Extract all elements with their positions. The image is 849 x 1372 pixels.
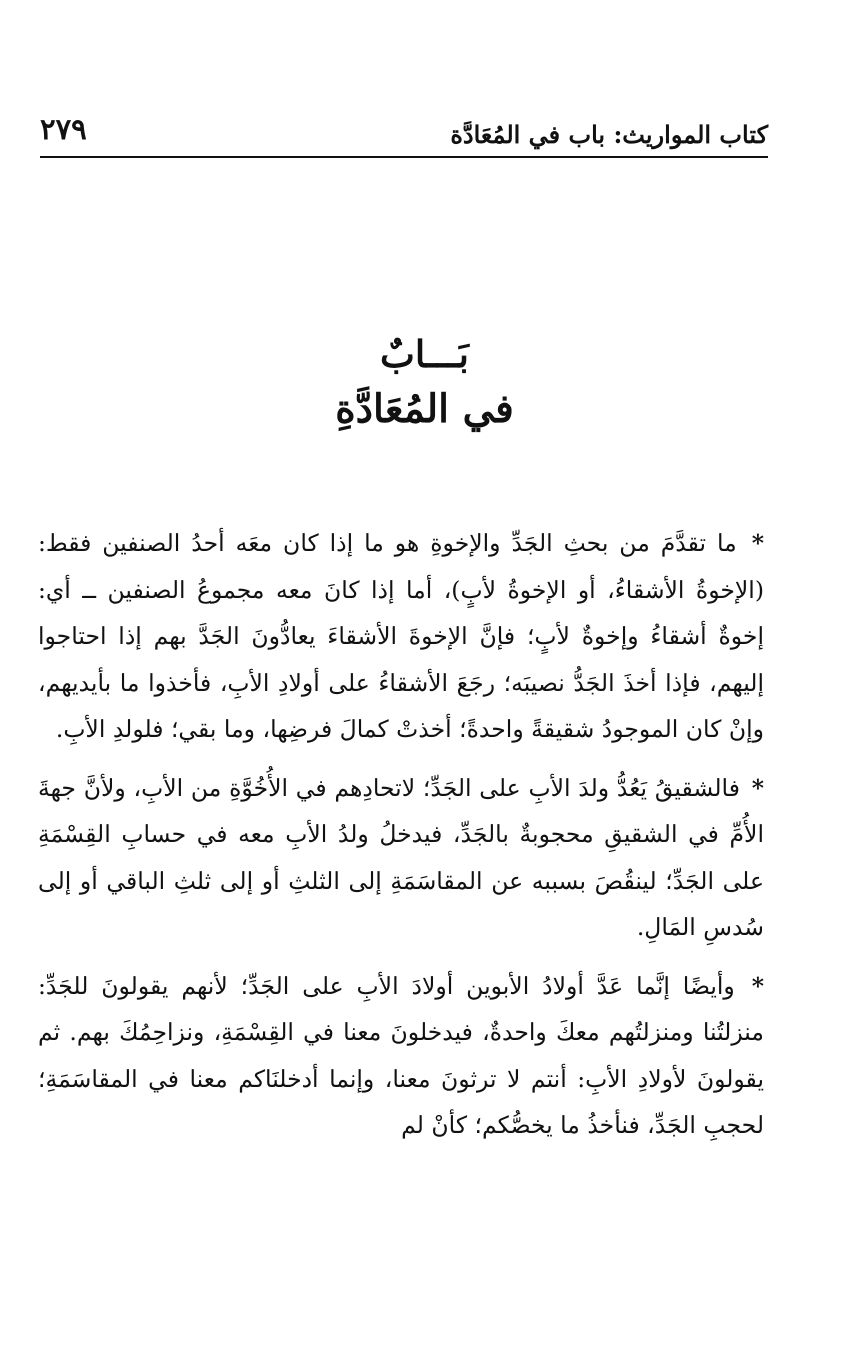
paragraph-2 <box>38 765 764 951</box>
paragraph-marker: * <box>751 773 764 802</box>
paragraph-text: فالشقيقُ يَعُدُّ ولدَ الأبِ على الجَدِّ؛ لاتحادِهم في الأُخُوَّةِ من الأبِ، ولأنَّ جهةَ الأُمِّ في الشقيقِ محجوبةٌ بالجَدِّ، فيدخلُ ولدُ الأبِ معه في حسابِ القِسْمَةِ على الجَدِّ؛ لينقُصَ بسببه عن المقاسَمَةِ إلى الثلثِ أو إلى ثلثِ الباقي أو إلى سُدسِ المَالِ. <box>38 773 764 941</box>
page-header <box>40 108 768 152</box>
paragraph-3 <box>38 963 764 1149</box>
paragraph-text: ما تقدَّمَ من بحثِ الجَدِّ والإخوةِ هو ما إذا كان معَه أحدُ الصنفين فقط: (الإخوةُ الأشقاءُ، أو الإخوةُ لأبٍ)، أما إذا كانَ معه مجموعُ الصنفين ــ أي: إخوةٌ أشقاءُ وإخوةٌ لأبٍ؛ فإنَّ الإخوةَ الأشقاءَ يعادُّونَ الجَدَّ بهم إذا احتاجوا إليهم، فإذا أخذَ الجَدُّ نصيبَه؛ رجَعَ الأشقاءُ على أولادِ الأبِ، فأخذوا ما بأيديهم، وإنْ كان الموجودُ شقيقةً واحدةً؛ أخذتْ كمالَ فرضِها، وما بقي؛ فلولدِ الأبِ. <box>38 529 764 743</box>
body-text <box>38 520 764 1161</box>
chapter-word: بَـــابٌ <box>380 332 469 376</box>
running-title: كتاب المواريث: باب في المُعَادَّة <box>450 120 768 149</box>
chapter-title: في المُعَادَّةِ <box>335 386 514 432</box>
header-divider <box>40 156 768 158</box>
paragraph-1 <box>38 520 764 753</box>
paragraph-text: وأيضًا إنَّما عَدَّ أولادُ الأبوين أولادَ الأبِ على الجَدِّ؛ لأنهم يقولونَ للجَدِّ: منزلتُنا ومنزلتُهم معكَ واحدةٌ، فيدخلونَ معنا في القِسْمَةِ، ونزاحِمُكَ بهم. ثم يقولونَ لأولادِ الأبِ: أنتم لا ترثونَ معنا، وإنما أدخلنَاكم معنا في المقاسَمَةِ؛ لحجبِ الجَدِّ، فنأخذُ ما يخصُّكم؛ كأنْ لم <box>38 971 764 1139</box>
page-number: ٢٧٩ <box>40 112 87 146</box>
paragraph-marker: * <box>751 971 764 1000</box>
paragraph-marker: * <box>751 529 764 557</box>
